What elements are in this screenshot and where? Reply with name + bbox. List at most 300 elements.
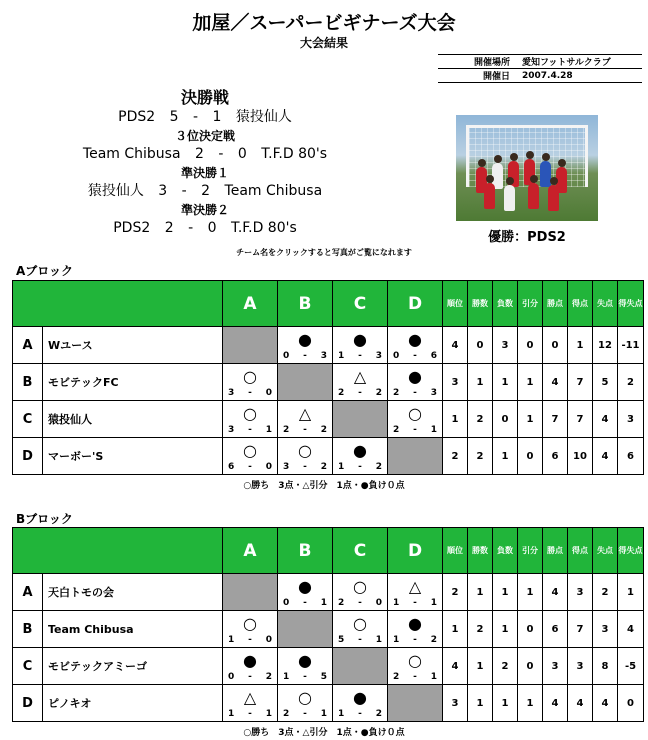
player bbox=[540, 161, 551, 187]
player-head bbox=[510, 153, 518, 161]
result-mark: ○ bbox=[408, 650, 422, 670]
stat-cell: 1 bbox=[443, 611, 468, 648]
date-label: 開催日 bbox=[482, 72, 510, 82]
team-name-link[interactable]: 猿投仙人 bbox=[43, 401, 223, 438]
match-cell bbox=[278, 438, 333, 475]
row-letter: C bbox=[13, 648, 43, 685]
semi2-away-score: 0 bbox=[207, 220, 217, 236]
goals-against: 2 bbox=[265, 671, 272, 682]
semi2-home[interactable]: PDS2 bbox=[113, 220, 151, 236]
match-score bbox=[388, 672, 442, 682]
knockout-results bbox=[60, 88, 350, 238]
player bbox=[528, 183, 539, 209]
row-letter: B bbox=[13, 364, 43, 401]
stat-header: 負数 bbox=[493, 528, 518, 574]
header-corner bbox=[13, 528, 223, 574]
column-header-a: A bbox=[223, 528, 278, 574]
goals-for: 0 bbox=[283, 597, 290, 608]
block-b-table bbox=[12, 527, 644, 722]
match-result bbox=[223, 612, 277, 647]
row-letter: D bbox=[13, 685, 43, 722]
semi2-away[interactable]: T.F.D 80's bbox=[230, 220, 297, 236]
stat-cell: 4 bbox=[543, 685, 568, 722]
match-score bbox=[223, 388, 277, 398]
table-row bbox=[13, 364, 644, 401]
match-score bbox=[388, 351, 442, 361]
result-mark: △ bbox=[298, 403, 312, 423]
stat-header: 得点 bbox=[568, 281, 593, 327]
stat-header: 順位 bbox=[443, 528, 468, 574]
match-cell bbox=[388, 611, 443, 648]
stat-cell: 4 bbox=[593, 438, 618, 475]
self-match-cell bbox=[333, 401, 388, 438]
player bbox=[548, 185, 559, 211]
score-dash: - bbox=[413, 387, 417, 398]
goals-against: 2 bbox=[375, 387, 382, 398]
self-match-cell bbox=[388, 685, 443, 722]
goals-for: 2 bbox=[393, 671, 400, 682]
semi1-home-score: 3 bbox=[158, 183, 168, 199]
stat-cell: 4 bbox=[543, 364, 568, 401]
result-mark: ● bbox=[408, 329, 422, 349]
stat-header: 勝数 bbox=[468, 528, 493, 574]
match-score bbox=[223, 462, 277, 472]
match-score bbox=[278, 462, 332, 472]
goals-for: 1 bbox=[393, 634, 400, 645]
score-dash: - bbox=[358, 708, 362, 719]
stat-cell: 6 bbox=[543, 438, 568, 475]
block-a-label: Aブロック bbox=[16, 264, 74, 278]
date-value: 2007.4.28 bbox=[522, 70, 573, 81]
stat-header: 勝数 bbox=[468, 281, 493, 327]
match-score bbox=[278, 425, 332, 435]
row-letter: A bbox=[13, 327, 43, 364]
goals-for: 0 bbox=[283, 350, 290, 361]
goals-against: 2 bbox=[320, 461, 327, 472]
result-mark: ● bbox=[353, 440, 367, 460]
table-row bbox=[13, 438, 644, 475]
score-dash: - bbox=[248, 708, 252, 719]
stat-cell: 4 bbox=[618, 611, 644, 648]
score-dash: - bbox=[413, 350, 417, 361]
final-score bbox=[60, 108, 350, 127]
score-dash: - bbox=[303, 350, 307, 361]
result-mark: ○ bbox=[243, 440, 257, 460]
result-mark: ○ bbox=[298, 687, 312, 707]
score-dash: - bbox=[358, 461, 362, 472]
score-dash: - bbox=[358, 350, 362, 361]
goals-for: 2 bbox=[338, 597, 345, 608]
table-row bbox=[13, 685, 644, 722]
goals-for: 1 bbox=[338, 461, 345, 472]
goals-for: 2 bbox=[393, 424, 400, 435]
goals-for: 1 bbox=[338, 708, 345, 719]
stat-header: 順位 bbox=[443, 281, 468, 327]
goals-for: 1 bbox=[228, 708, 235, 719]
match-result bbox=[278, 328, 332, 363]
column-header-a: A bbox=[223, 281, 278, 327]
team-name-link[interactable]: Wユース bbox=[43, 327, 223, 364]
stat-cell: 10 bbox=[568, 438, 593, 475]
match-result bbox=[223, 365, 277, 400]
goals-against: 1 bbox=[430, 424, 437, 435]
stat-cell: 2 bbox=[468, 611, 493, 648]
player bbox=[484, 183, 495, 209]
result-mark: ○ bbox=[353, 576, 367, 596]
stat-cell: 4 bbox=[593, 685, 618, 722]
stat-cell: 2 bbox=[443, 574, 468, 611]
match-cell bbox=[333, 574, 388, 611]
stat-cell: 1 bbox=[493, 438, 518, 475]
player-head bbox=[478, 159, 486, 167]
semi1-title: 準決勝１ bbox=[180, 166, 229, 180]
goals-against: 1 bbox=[320, 708, 327, 719]
stat-cell: 7 bbox=[568, 611, 593, 648]
final-home[interactable]: PDS2 bbox=[118, 109, 156, 125]
semi1-dash: - bbox=[181, 183, 187, 199]
column-header-c: C bbox=[333, 528, 388, 574]
match-score bbox=[223, 672, 277, 682]
result-mark: ● bbox=[408, 613, 422, 633]
player-head bbox=[542, 153, 550, 161]
self-match-cell bbox=[223, 574, 278, 611]
match-result bbox=[223, 686, 277, 721]
stat-cell: 2 bbox=[443, 438, 468, 475]
result-mark: ● bbox=[243, 650, 257, 670]
stat-cell: 3 bbox=[568, 648, 593, 685]
match-score bbox=[333, 635, 387, 645]
stat-header: 勝点 bbox=[543, 528, 568, 574]
match-score bbox=[388, 425, 442, 435]
stat-header: 得失点 bbox=[618, 281, 644, 327]
match-result bbox=[388, 649, 442, 684]
semi1-home[interactable]: 猿投仙人 bbox=[87, 183, 144, 199]
stat-cell: 0 bbox=[518, 327, 543, 364]
match-cell bbox=[388, 648, 443, 685]
stat-cell: 0 bbox=[543, 327, 568, 364]
score-dash: - bbox=[413, 597, 417, 608]
stat-cell: 1 bbox=[468, 574, 493, 611]
match-result bbox=[223, 649, 277, 684]
score-dash: - bbox=[248, 424, 252, 435]
stat-cell: 0 bbox=[468, 327, 493, 364]
result-mark: ● bbox=[298, 329, 312, 349]
semi1-away-score: 2 bbox=[201, 183, 211, 199]
column-header-b: B bbox=[278, 281, 333, 327]
stat-cell: -5 bbox=[618, 648, 644, 685]
match-cell bbox=[333, 611, 388, 648]
page-title: 加屋／スーパービギナーズ大会 bbox=[192, 12, 456, 34]
stat-cell: 1 bbox=[468, 648, 493, 685]
goals-for: 0 bbox=[393, 350, 400, 361]
stat-cell: 2 bbox=[468, 438, 493, 475]
row-letter: C bbox=[13, 401, 43, 438]
goals-against: 0 bbox=[265, 461, 272, 472]
player-head bbox=[558, 159, 566, 167]
event-info bbox=[438, 54, 642, 83]
goals-for: 2 bbox=[393, 387, 400, 398]
score-dash: - bbox=[303, 708, 307, 719]
goals-against: 3 bbox=[430, 387, 437, 398]
match-result bbox=[278, 439, 332, 474]
score-dash: - bbox=[248, 634, 252, 645]
match-result bbox=[333, 575, 387, 610]
stat-cell: 1 bbox=[468, 364, 493, 401]
score-dash: - bbox=[358, 387, 362, 398]
result-mark: ● bbox=[298, 576, 312, 596]
third-home[interactable]: Team Chibusa bbox=[82, 146, 181, 162]
stat-cell: 0 bbox=[518, 611, 543, 648]
column-header-c: C bbox=[333, 281, 388, 327]
result-mark: ○ bbox=[408, 403, 422, 423]
match-cell bbox=[278, 648, 333, 685]
third-dash: - bbox=[218, 146, 224, 162]
stat-cell: 2 bbox=[618, 364, 644, 401]
goals-against: 0 bbox=[375, 597, 382, 608]
stat-cell: 1 bbox=[493, 611, 518, 648]
stat-cell: 0 bbox=[518, 648, 543, 685]
stat-cell: 1 bbox=[468, 685, 493, 722]
match-result bbox=[278, 575, 332, 610]
table-row bbox=[13, 401, 644, 438]
match-score bbox=[333, 388, 387, 398]
semi2-dash: - bbox=[188, 220, 194, 236]
venue-value: 愛知フットサルクラブ bbox=[522, 58, 611, 68]
score-dash: - bbox=[413, 671, 417, 682]
stat-header: 得失点 bbox=[618, 528, 644, 574]
stat-cell: 6 bbox=[618, 438, 644, 475]
self-match-cell bbox=[278, 611, 333, 648]
team-name-link[interactable]: マーボー'S bbox=[43, 438, 223, 475]
goals-for: 1 bbox=[283, 671, 290, 682]
stat-cell: 1 bbox=[518, 364, 543, 401]
stat-cell: 7 bbox=[568, 364, 593, 401]
stat-cell: 1 bbox=[518, 574, 543, 611]
stat-cell: 2 bbox=[468, 401, 493, 438]
player-head bbox=[530, 175, 538, 183]
goals-for: 3 bbox=[228, 387, 235, 398]
match-cell bbox=[223, 401, 278, 438]
self-match-cell bbox=[333, 648, 388, 685]
score-dash: - bbox=[303, 597, 307, 608]
stat-cell: 1 bbox=[493, 685, 518, 722]
match-score bbox=[278, 598, 332, 608]
team-name-link[interactable]: ピノキオ bbox=[43, 685, 223, 722]
match-result bbox=[278, 402, 332, 437]
match-cell bbox=[223, 611, 278, 648]
goals-against: 1 bbox=[265, 708, 272, 719]
match-result bbox=[278, 649, 332, 684]
semi1-score bbox=[60, 182, 350, 201]
match-cell bbox=[333, 438, 388, 475]
stat-cell: 6 bbox=[543, 611, 568, 648]
match-score bbox=[333, 462, 387, 472]
table-row bbox=[13, 327, 644, 364]
block-b-label: Bブロック bbox=[16, 512, 73, 526]
match-cell bbox=[278, 685, 333, 722]
match-result bbox=[388, 575, 442, 610]
table-row bbox=[13, 611, 644, 648]
stat-cell: 3 bbox=[443, 364, 468, 401]
self-match-cell bbox=[388, 438, 443, 475]
result-mark: ● bbox=[353, 687, 367, 707]
score-dash: - bbox=[248, 387, 252, 398]
goals-for: 2 bbox=[338, 387, 345, 398]
goals-against: 2 bbox=[430, 634, 437, 645]
player-head bbox=[550, 177, 558, 185]
match-result bbox=[278, 686, 332, 721]
result-mark: ○ bbox=[243, 613, 257, 633]
stat-cell: 7 bbox=[568, 401, 593, 438]
table-row bbox=[13, 648, 644, 685]
goals-against: 1 bbox=[430, 597, 437, 608]
match-cell bbox=[223, 685, 278, 722]
winner-label: 優勝：PDS2 bbox=[488, 230, 566, 245]
stat-cell: 7 bbox=[543, 401, 568, 438]
goals-for: 5 bbox=[338, 634, 345, 645]
goals-for: 2 bbox=[283, 708, 290, 719]
block-b-legend: ○勝ち 3点・△引分 1点・●負け０点 bbox=[243, 728, 405, 738]
table-header-row bbox=[13, 528, 644, 574]
match-score bbox=[223, 635, 277, 645]
stat-cell: 12 bbox=[593, 327, 618, 364]
score-dash: - bbox=[413, 634, 417, 645]
stat-cell: 3 bbox=[493, 327, 518, 364]
stat-cell: 0 bbox=[518, 438, 543, 475]
page-subtitle: 大会結果 bbox=[299, 36, 348, 50]
match-cell bbox=[278, 327, 333, 364]
match-score bbox=[333, 709, 387, 719]
stat-cell: 3 bbox=[543, 648, 568, 685]
final-away[interactable]: 猿投仙人 bbox=[235, 109, 292, 125]
stat-cell: 1 bbox=[443, 401, 468, 438]
stat-cell: 1 bbox=[518, 685, 543, 722]
match-cell bbox=[333, 685, 388, 722]
goals-against: 0 bbox=[265, 387, 272, 398]
score-dash: - bbox=[303, 461, 307, 472]
match-score bbox=[333, 598, 387, 608]
goals-against: 3 bbox=[320, 350, 327, 361]
player bbox=[504, 185, 515, 211]
row-letter: B bbox=[13, 611, 43, 648]
player-head bbox=[486, 175, 494, 183]
goals-against: 6 bbox=[430, 350, 437, 361]
goals-for: 2 bbox=[283, 424, 290, 435]
team-name-link[interactable]: モビテックアミーゴ bbox=[43, 648, 223, 685]
team-photo[interactable] bbox=[456, 115, 598, 221]
stat-cell: 4 bbox=[543, 574, 568, 611]
match-result bbox=[388, 365, 442, 400]
match-result bbox=[333, 328, 387, 363]
result-mark: ● bbox=[408, 366, 422, 386]
player-head bbox=[526, 151, 534, 159]
stat-cell: -11 bbox=[618, 327, 644, 364]
match-score bbox=[223, 709, 277, 719]
self-match-cell bbox=[223, 327, 278, 364]
third-place-score bbox=[60, 145, 350, 164]
match-cell bbox=[388, 327, 443, 364]
match-result bbox=[223, 402, 277, 437]
result-mark: ○ bbox=[353, 613, 367, 633]
stat-cell: 0 bbox=[618, 685, 644, 722]
match-score bbox=[388, 635, 442, 645]
third-away-score: 0 bbox=[237, 146, 247, 162]
result-mark: △ bbox=[408, 576, 422, 596]
result-mark: ● bbox=[298, 650, 312, 670]
score-dash: - bbox=[303, 424, 307, 435]
semi2-score bbox=[60, 219, 350, 238]
goals-for: 6 bbox=[228, 461, 235, 472]
match-result bbox=[333, 686, 387, 721]
goals-against: 1 bbox=[320, 597, 327, 608]
final-home-score: 5 bbox=[169, 109, 179, 125]
stat-cell: 3 bbox=[618, 401, 644, 438]
stat-cell: 1 bbox=[518, 401, 543, 438]
stat-cell: 3 bbox=[568, 574, 593, 611]
stat-cell: 0 bbox=[493, 401, 518, 438]
match-cell bbox=[278, 574, 333, 611]
result-mark: ○ bbox=[243, 403, 257, 423]
semi2-home-score: 2 bbox=[164, 220, 174, 236]
match-cell bbox=[388, 401, 443, 438]
venue-label: 開催場所 bbox=[473, 58, 510, 68]
goals-against: 1 bbox=[265, 424, 272, 435]
team-name-link[interactable]: モビテックFC bbox=[43, 364, 223, 401]
stat-cell: 3 bbox=[443, 685, 468, 722]
final-dash: - bbox=[192, 109, 199, 125]
stat-cell: 1 bbox=[493, 364, 518, 401]
stat-cell: 3 bbox=[593, 611, 618, 648]
match-cell bbox=[333, 364, 388, 401]
stat-header: 勝点 bbox=[543, 281, 568, 327]
stat-cell: 1 bbox=[493, 574, 518, 611]
goals-for: 1 bbox=[338, 350, 345, 361]
result-mark: △ bbox=[353, 366, 367, 386]
team-name-link[interactable]: 天白トモの会 bbox=[43, 574, 223, 611]
third-away[interactable]: T.F.D 80's bbox=[261, 146, 328, 162]
match-cell bbox=[223, 438, 278, 475]
row-letter: A bbox=[13, 574, 43, 611]
semi1-away[interactable]: Team Chibusa bbox=[224, 183, 323, 199]
match-cell bbox=[333, 327, 388, 364]
stat-cell: 5 bbox=[593, 364, 618, 401]
match-result bbox=[388, 328, 442, 363]
match-result bbox=[333, 365, 387, 400]
result-mark: ○ bbox=[298, 440, 312, 460]
column-header-b: B bbox=[278, 528, 333, 574]
stat-header: 負数 bbox=[493, 281, 518, 327]
score-dash: - bbox=[248, 461, 252, 472]
match-score bbox=[333, 351, 387, 361]
score-dash: - bbox=[303, 671, 307, 682]
stat-header: 得点 bbox=[568, 528, 593, 574]
stat-cell: 4 bbox=[593, 401, 618, 438]
match-cell bbox=[278, 401, 333, 438]
match-cell bbox=[223, 648, 278, 685]
match-result bbox=[333, 612, 387, 647]
header-corner bbox=[13, 281, 223, 327]
match-score bbox=[278, 672, 332, 682]
self-match-cell bbox=[278, 364, 333, 401]
goals-for: 3 bbox=[228, 424, 235, 435]
block-a-table bbox=[12, 280, 644, 475]
goals-for: 3 bbox=[283, 461, 290, 472]
goals-against: 5 bbox=[320, 671, 327, 682]
final-away-score: 1 bbox=[212, 109, 222, 125]
team-name-link[interactable]: Team Chibusa bbox=[43, 611, 223, 648]
goals-against: 0 bbox=[265, 634, 272, 645]
score-dash: - bbox=[413, 424, 417, 435]
